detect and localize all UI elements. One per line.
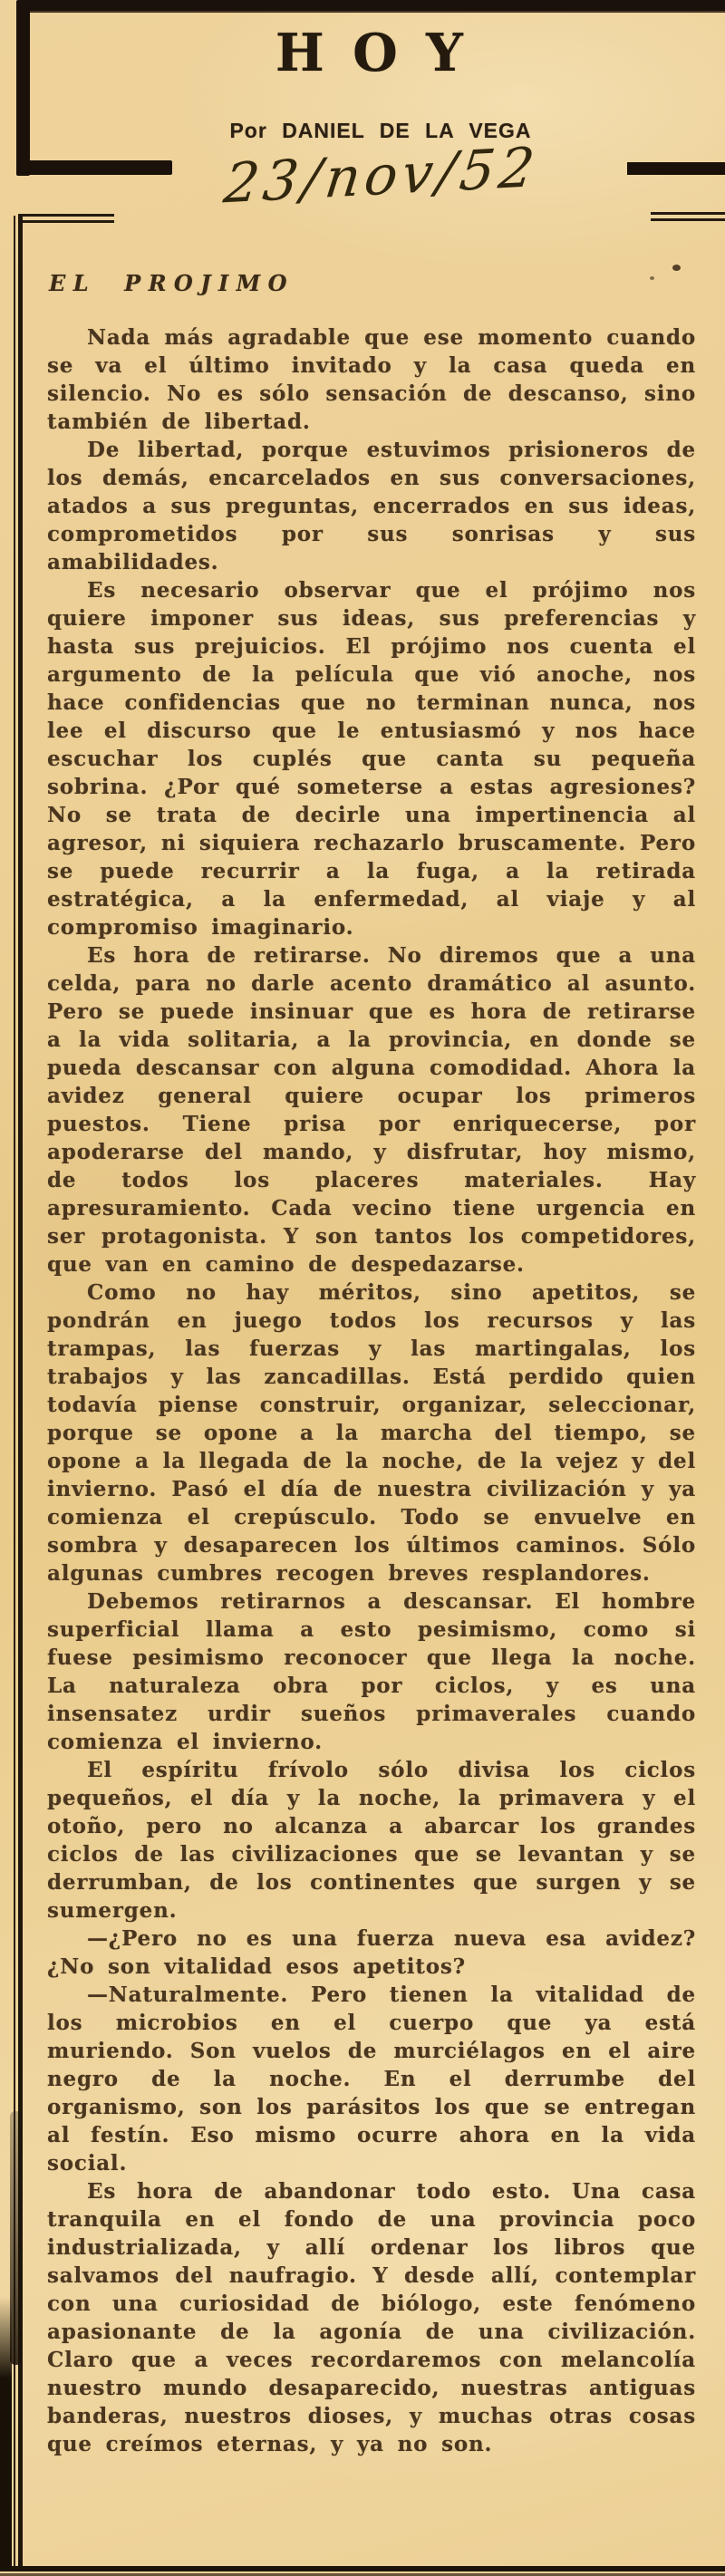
article-paragraph: Es hora de abandonar todo esto. Una casa tranquila en el fondo de una provincia poco industrializada, y allí ordenar los libros que salvamos del naufragio. Y desde allí, contemplar con una curiosidad de biólogo, este fenómeno apasionante de la agonía de una civilización. Claro que a veces recordaremos con melancolía nuestro mundo desaparecido, nuestras antiguas banderas, nuestros dioses, y muchas otras cosas que creímos eternas, y ya no son. bbox=[47, 2179, 696, 2456]
column-masthead-title: HOY bbox=[275, 23, 492, 83]
article-frame-top-right-rule bbox=[651, 212, 725, 221]
article-paragraph: Es hora de retirarse. No diremos que a una celda, para no darle acento dramático al asunto. Pero se puede insinuar que es hora de retirarse a la vida solitaria, a la provincia, en donde se pueda descansar con alguna comodidad. Ahora la avidez general quiere ocupar los primeros puestos. Tiene prisa por enriquecerse, por apoderarse del mando, y disfrutar, hoy mismo, de todos los placeres materiales. Hay apresuramiento. Cada vecino tiene urgencia en ser protagonista. Y son tantos los competidores, que van en camino de despedazarse. bbox=[47, 943, 696, 1277]
article-title: EL PROJIMO bbox=[49, 270, 295, 296]
article-body bbox=[47, 270, 696, 2458]
article-paragraph: Es necesario observar que el prójimo nos quiere imponer sus ideas, sus preferencias y hasta sus prejuicios. El prójimo nos cuenta el argumento de la película que vió anoche, nos hace confidencias que no terminan nunca, nos lee el discurso que le entusiasmó y nos hace escuchar los cuplés que canta su pequeña sobrina. ¿Por qué someterse a estas agresiones? No se trata de decirle una impertinencia al agresor, ni siquiera rechazarlo bruscamente. Pero se puede recurrir a la fuga, a la retirada estratégica, a la enfermedad, al viaje y al compromiso imaginario. bbox=[47, 578, 696, 940]
article-paragraphs bbox=[47, 323, 696, 2458]
ink-smudge bbox=[10, 2111, 22, 2365]
article-paragraph: Como no hay méritos, sino apetitos, se pondrán en juego todos los recursos y las trampas, las fuerzas y las martingalas, los trabajos y las zancadillas. Está perdido quien todavía piense construir, organizar, seleccionar, porque se opone a la marcha del tiempo, se opone a la llegada de la noche, de la vejez y del invierno. Pasó el día de nuestra civilización y ya comienza el crepúsculo. Todo se envuelve en sombra y desaparecen los últimos caminos. Sólo algunas cumbres recogen breves resplandores. bbox=[47, 1280, 696, 1586]
article-paragraph: De libertad, porque estuvimos prisioneros de los demás, encarcelados en sus conversaciones, atados a sus preguntas, encerrados en sus ideas, comprometidos por sus sonrisas y sus amabilidades. bbox=[47, 438, 696, 574]
article-paragraph: Debemos retirarnos a descansar. El hombre superficial llama a esto pesimismo, como si fuese pesimismo reconocer que llega la noche. La naturaleza obra por ciclos, y es una insensatez urdir sueños primaverales cuando comienza el invierno. bbox=[47, 1589, 696, 1754]
top-border-rule bbox=[22, 0, 725, 13]
article-frame-top-left-rule bbox=[18, 214, 114, 223]
article-paragraph: El espíritu frívolo sólo divisa los ciclos pequeños, el día y la noche, la primavera y el otoño, pero no alcanza a abarcar los grandes ciclos de las civilizaciones que se levantan y se derrumban, de los continentes que surgen y se sumergen. bbox=[47, 1758, 696, 1923]
article-paragraph: Nada más agradable que ese momento cuando se va el último invitado y la casa queda en silencio. No es sólo sensación de descanso, sino también de libertad. bbox=[47, 325, 696, 434]
author-byline: Por DANIEL DE LA VEGA bbox=[229, 119, 532, 142]
header-frame-bottom-right-bar bbox=[627, 162, 725, 175]
article-paragraph: —¿Pero no es una fuerza nueva esa avidez? ¿No son vitalidad esos apetitos? bbox=[47, 1926, 696, 1979]
header-frame-bottom-left-bar bbox=[16, 160, 172, 175]
handwritten-date: 23/nov/52 bbox=[220, 135, 543, 217]
article-paragraph: —Naturalmente. Pero tienen la vitalidad de los microbios en el cuerpo que ya está muriendo. Son vuelos de murciélagos en el aire negro de la noche. En el derrumbe del organismo, son los parásitos los que se entregan al festín. Eso mismo ocurre ahora en la vida social. bbox=[47, 1983, 696, 2176]
article-frame-bottom-rule bbox=[0, 2566, 725, 2571]
